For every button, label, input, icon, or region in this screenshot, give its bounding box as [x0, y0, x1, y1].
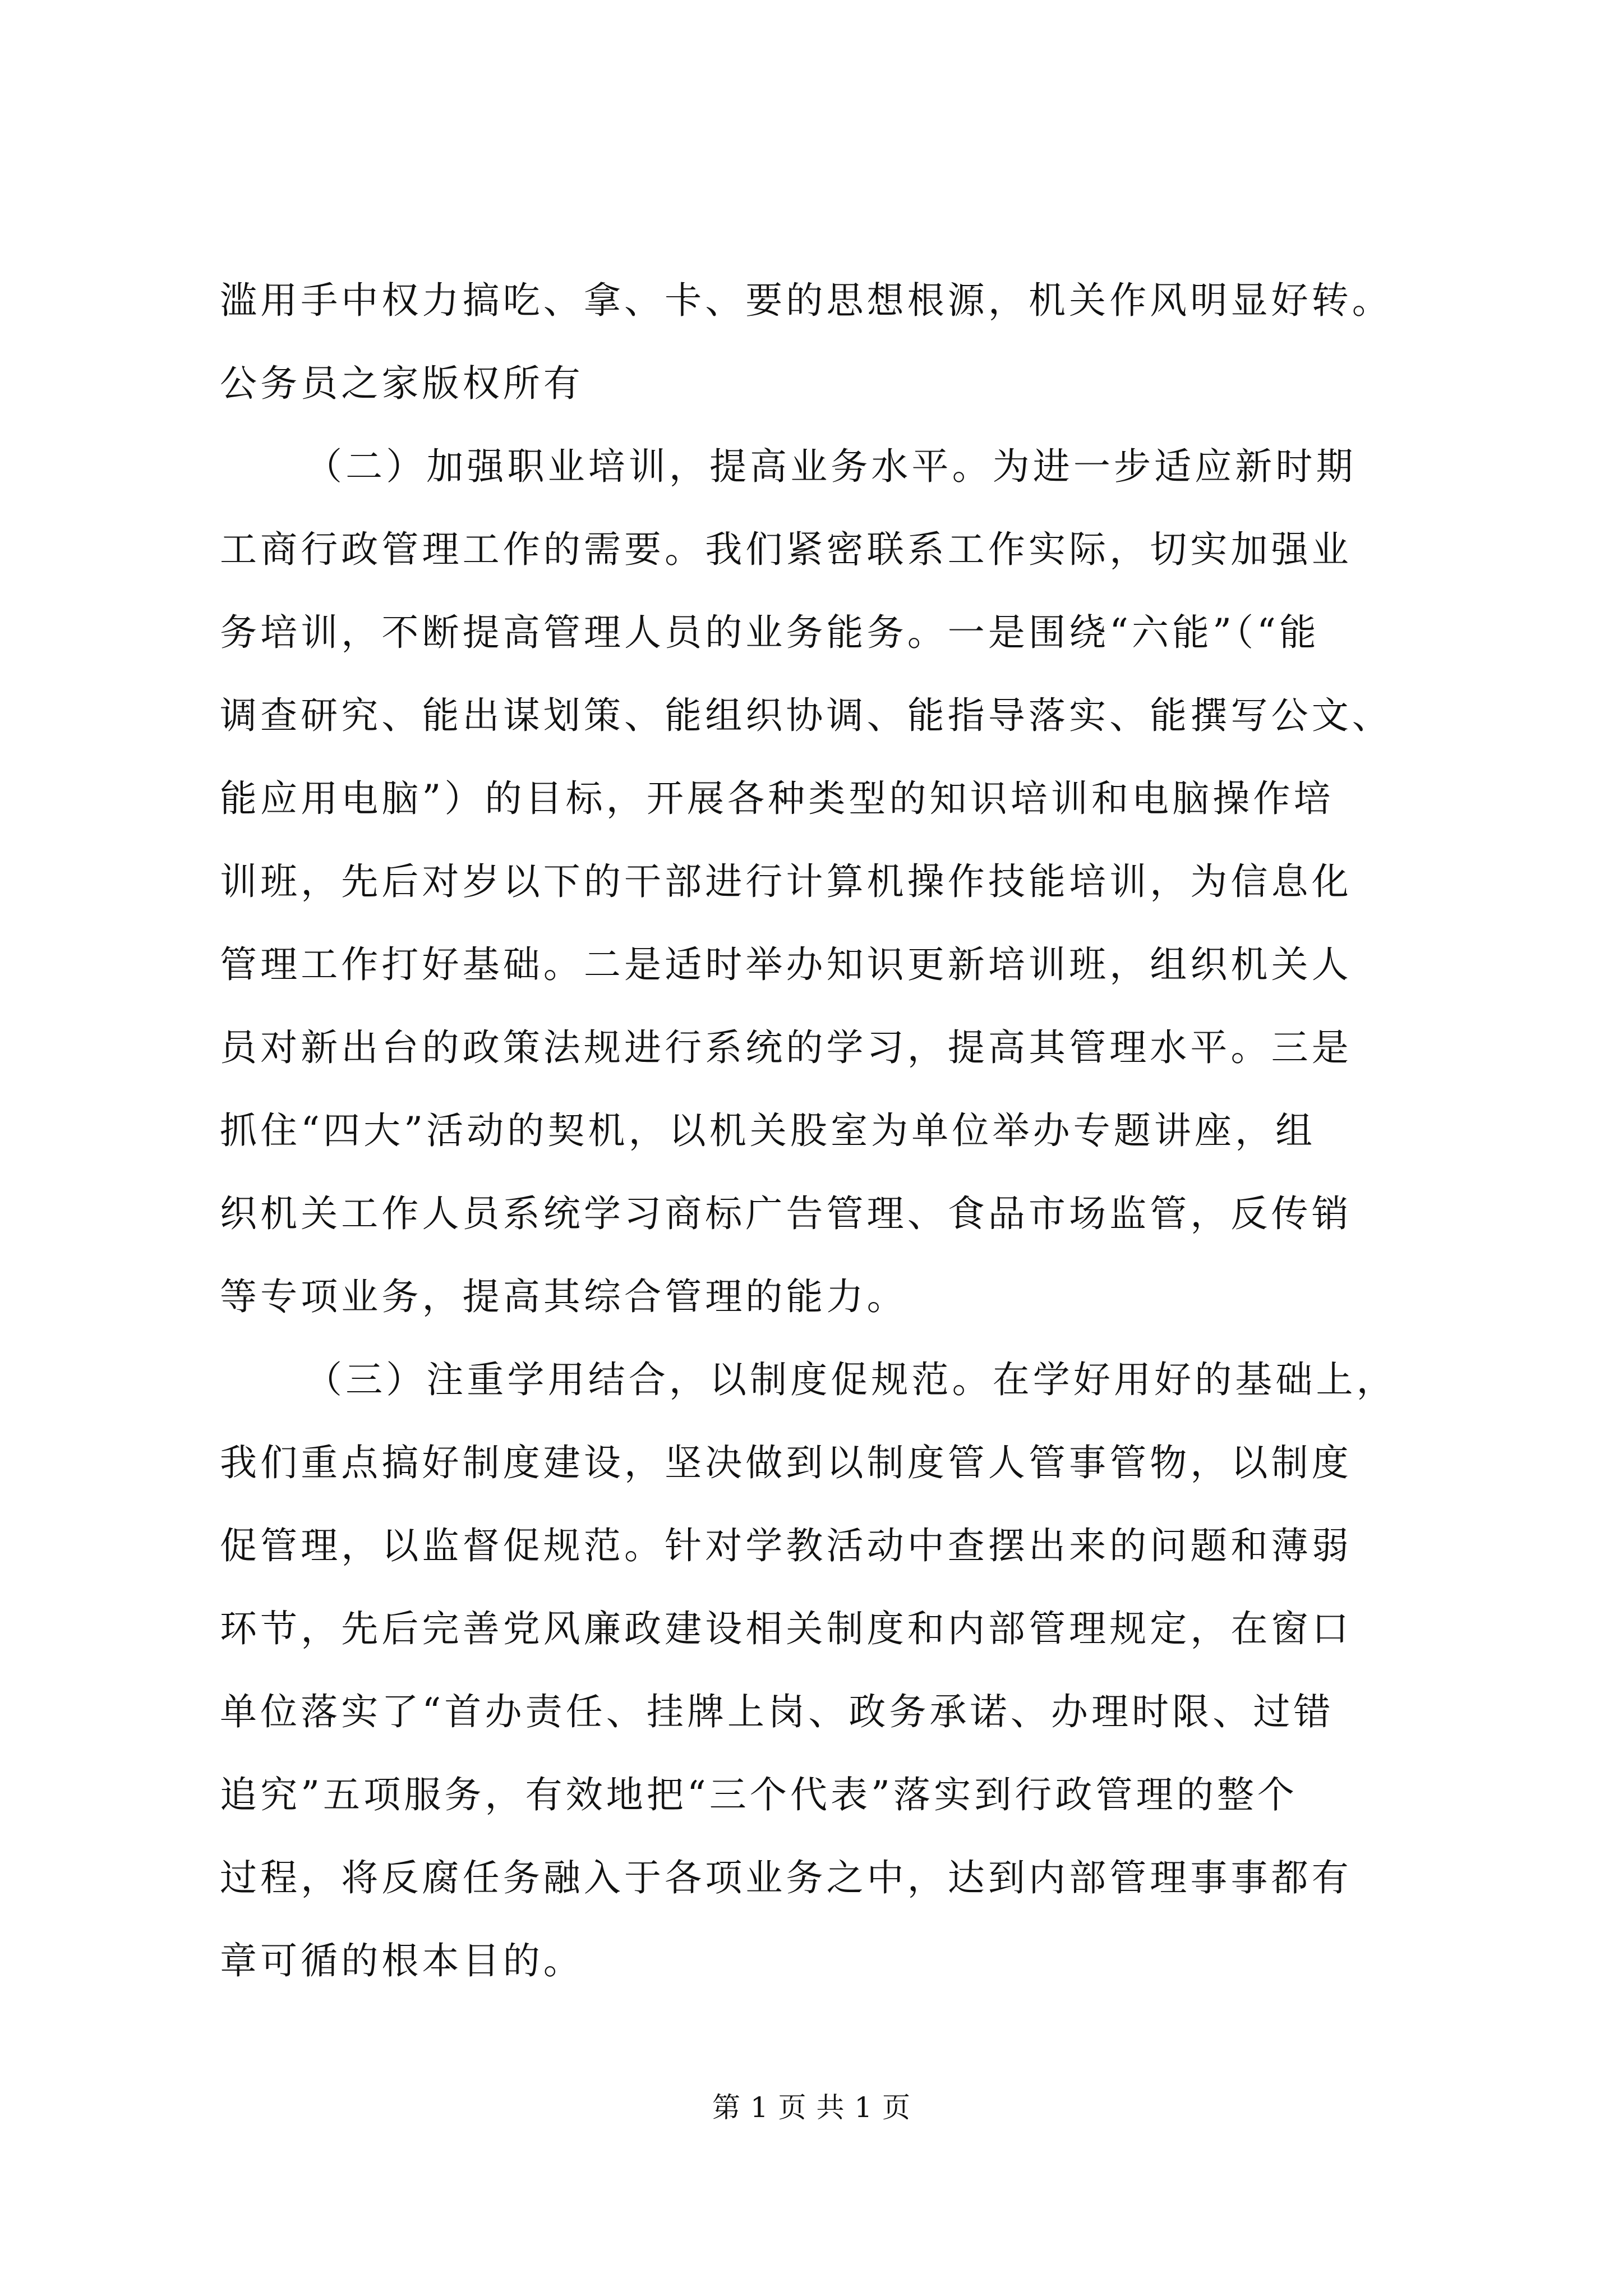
section-2-line-6: 训班，先后对岁以下的干部进行计算机操作技能培训，为信息化	[220, 860, 1352, 903]
document-body	[220, 259, 1409, 2003]
section-2-line-4: 调查研究、能出谋划策、能组织协调、能指导落实、能撰写公文、	[220, 694, 1393, 737]
section-2-heading-line: （二）加强职业培训，提高业务水平。为进一步适应新时期	[305, 445, 1357, 488]
section-2-line-3: 务培训，不断提高管理人员的业务能务。一是围绕“六能”（“能	[220, 611, 1320, 654]
section-2-line-8: 员对新出台的政策法规进行系统的学习，提高其管理水平。三是	[220, 1026, 1352, 1069]
section-3-line-3: 促管理，以监督促规范。针对学教活动中查摆出来的问题和薄弱	[220, 1524, 1352, 1567]
page-footer: 第 1 页 共 1 页	[712, 2091, 911, 2124]
section-3-line-2: 我们重点搞好制度建设，坚决做到以制度管人管事管物，以制度	[220, 1441, 1352, 1484]
section-3-heading-line: （三）注重学用结合，以制度促规范。在学好用好的基础上，	[305, 1358, 1397, 1401]
section-2-line-10: 织机关工作人员系统学习商标广告管理、食品市场监管，反传销	[220, 1192, 1352, 1235]
paragraph-1-line-1: 滥用手中权力搞吃、拿、卡、要的思想根源，机关作风明显好转。	[220, 279, 1393, 322]
section-3-line-6: 追究”五项服务，有效地把“三个代表”落实到行政管理的整个	[220, 1773, 1298, 1816]
copyright-line: 公务员之家版权所有	[220, 362, 584, 405]
section-2-line-2: 工商行政管理工作的需要。我们紧密联系工作实际，切实加强业	[220, 528, 1352, 571]
section-2-line-9: 抓住“四大”活动的契机，以机关股室为单位举办专题讲座，组	[220, 1109, 1316, 1152]
section-3-line-4: 环节，先后完善党风廉政建设相关制度和内部管理规定，在窗口	[220, 1607, 1352, 1650]
section-3-line-7: 过程，将反腐任务融入于各项业务之中，达到内部管理事事都有	[220, 1856, 1352, 1899]
section-2-line-11: 等专项业务，提高其综合管理的能力。	[220, 1275, 907, 1318]
section-2-line-5: 能应用电脑”）的目标，开展各种类型的知识培训和电脑操作培	[220, 777, 1334, 820]
section-3-line-8: 章可循的根本目的。	[220, 1939, 584, 1982]
section-2-line-7: 管理工作打好基础。二是适时举办知识更新培训班，组织机关人	[220, 943, 1352, 986]
section-3-line-5: 单位落实了“首办责任、挂牌上岗、政务承诺、办理时限、过错	[220, 1690, 1334, 1733]
